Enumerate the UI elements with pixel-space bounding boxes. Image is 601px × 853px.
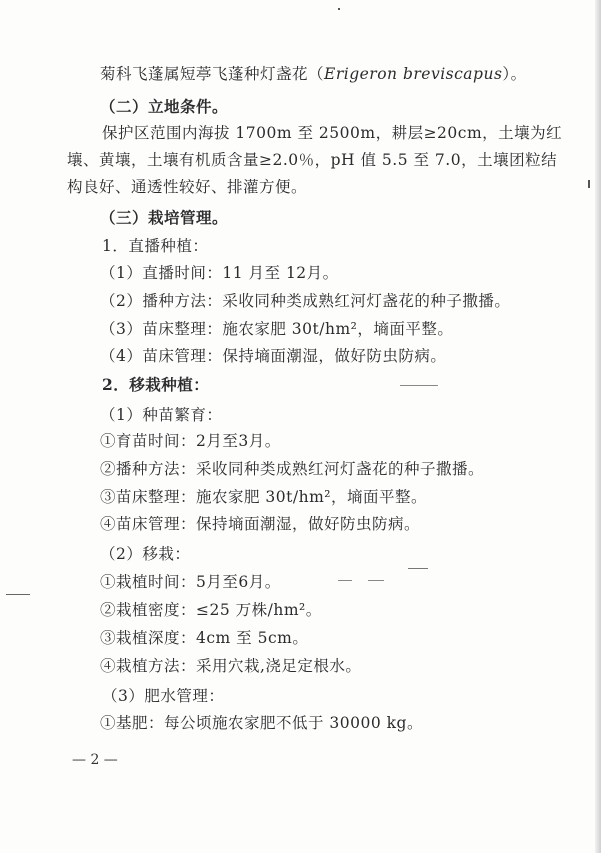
list-item: （1）种苗繁育： [100,406,223,424]
scan-mark [408,568,428,569]
latin-name: Erigeron breviscapus [324,65,503,83]
species-line [100,64,527,84]
list-item: ③栽植深度：4cm 至 5cm。 [100,629,309,647]
list-item: ①育苗时间：2月至3月。 [100,432,281,450]
list-item: ②栽植密度：≤25 万株/hm²。 [100,601,322,619]
scan-speck [588,180,590,188]
scan-mark [6,594,30,595]
list-item: ②播种方法：采收同种类成熟红河灯盏花的种子撒播。 [100,460,485,478]
list-item: （3）苗床整理：施农家肥 30t/hm²，墒面平整。 [100,320,454,338]
scan-mark [368,580,384,581]
subheading-transplanting: 2．移栽种植： [102,375,210,394]
paragraph-line: 保护区范围内海拔 1700m 至 2500m，耕层≥20cm，土壤为红 [102,124,563,142]
list-item: （2）播种方法：采收同种类成熟红河灯盏花的种子撒播。 [100,292,511,310]
scan-edge [595,0,601,853]
section-heading-cultivation: （三）栽培管理。 [100,208,229,227]
list-item: （2）移栽： [100,545,191,563]
list-item: （4）苗床管理：保持墒面潮湿，做好防虫防病。 [100,347,447,365]
species-text-post: ）。 [502,65,527,83]
list-item: ①基肥：每公顷施农家肥不低于 30000 kg。 [100,714,423,732]
scan-mark [338,580,352,581]
species-text-pre: 菊科飞蓬属短葶飞蓬种灯盏花（ [100,65,325,83]
list-item: ④栽植方法：采用穴栽,浇足定根水。 [100,657,362,675]
paragraph-line: 壤、黄壤，土壤有机质含量≥2.0％，pH 值 5.5 至 7.0，土壤团粒结 [67,151,558,169]
paragraph-line: 构良好、通透性较好、排灌方便。 [67,178,308,196]
scan-speck [338,8,340,10]
list-item: ④苗床管理：保持墒面潮湿，做好防虫防病。 [100,515,421,533]
subheading-direct-sowing: 1．直播种植： [102,237,209,255]
section-heading-site-conditions: （二）立地条件。 [100,97,229,116]
list-item: ①栽植时间：5月至6月。 [100,573,281,591]
list-item: （1）直播时间：11 月至 12月。 [100,264,339,282]
page-number: — 2 — [72,752,118,768]
list-item: ③苗床整理：施农家肥 30t/hm²，墒面平整。 [100,488,427,506]
list-item: （3）肥水管理： [102,687,225,705]
scan-mark [400,385,438,386]
